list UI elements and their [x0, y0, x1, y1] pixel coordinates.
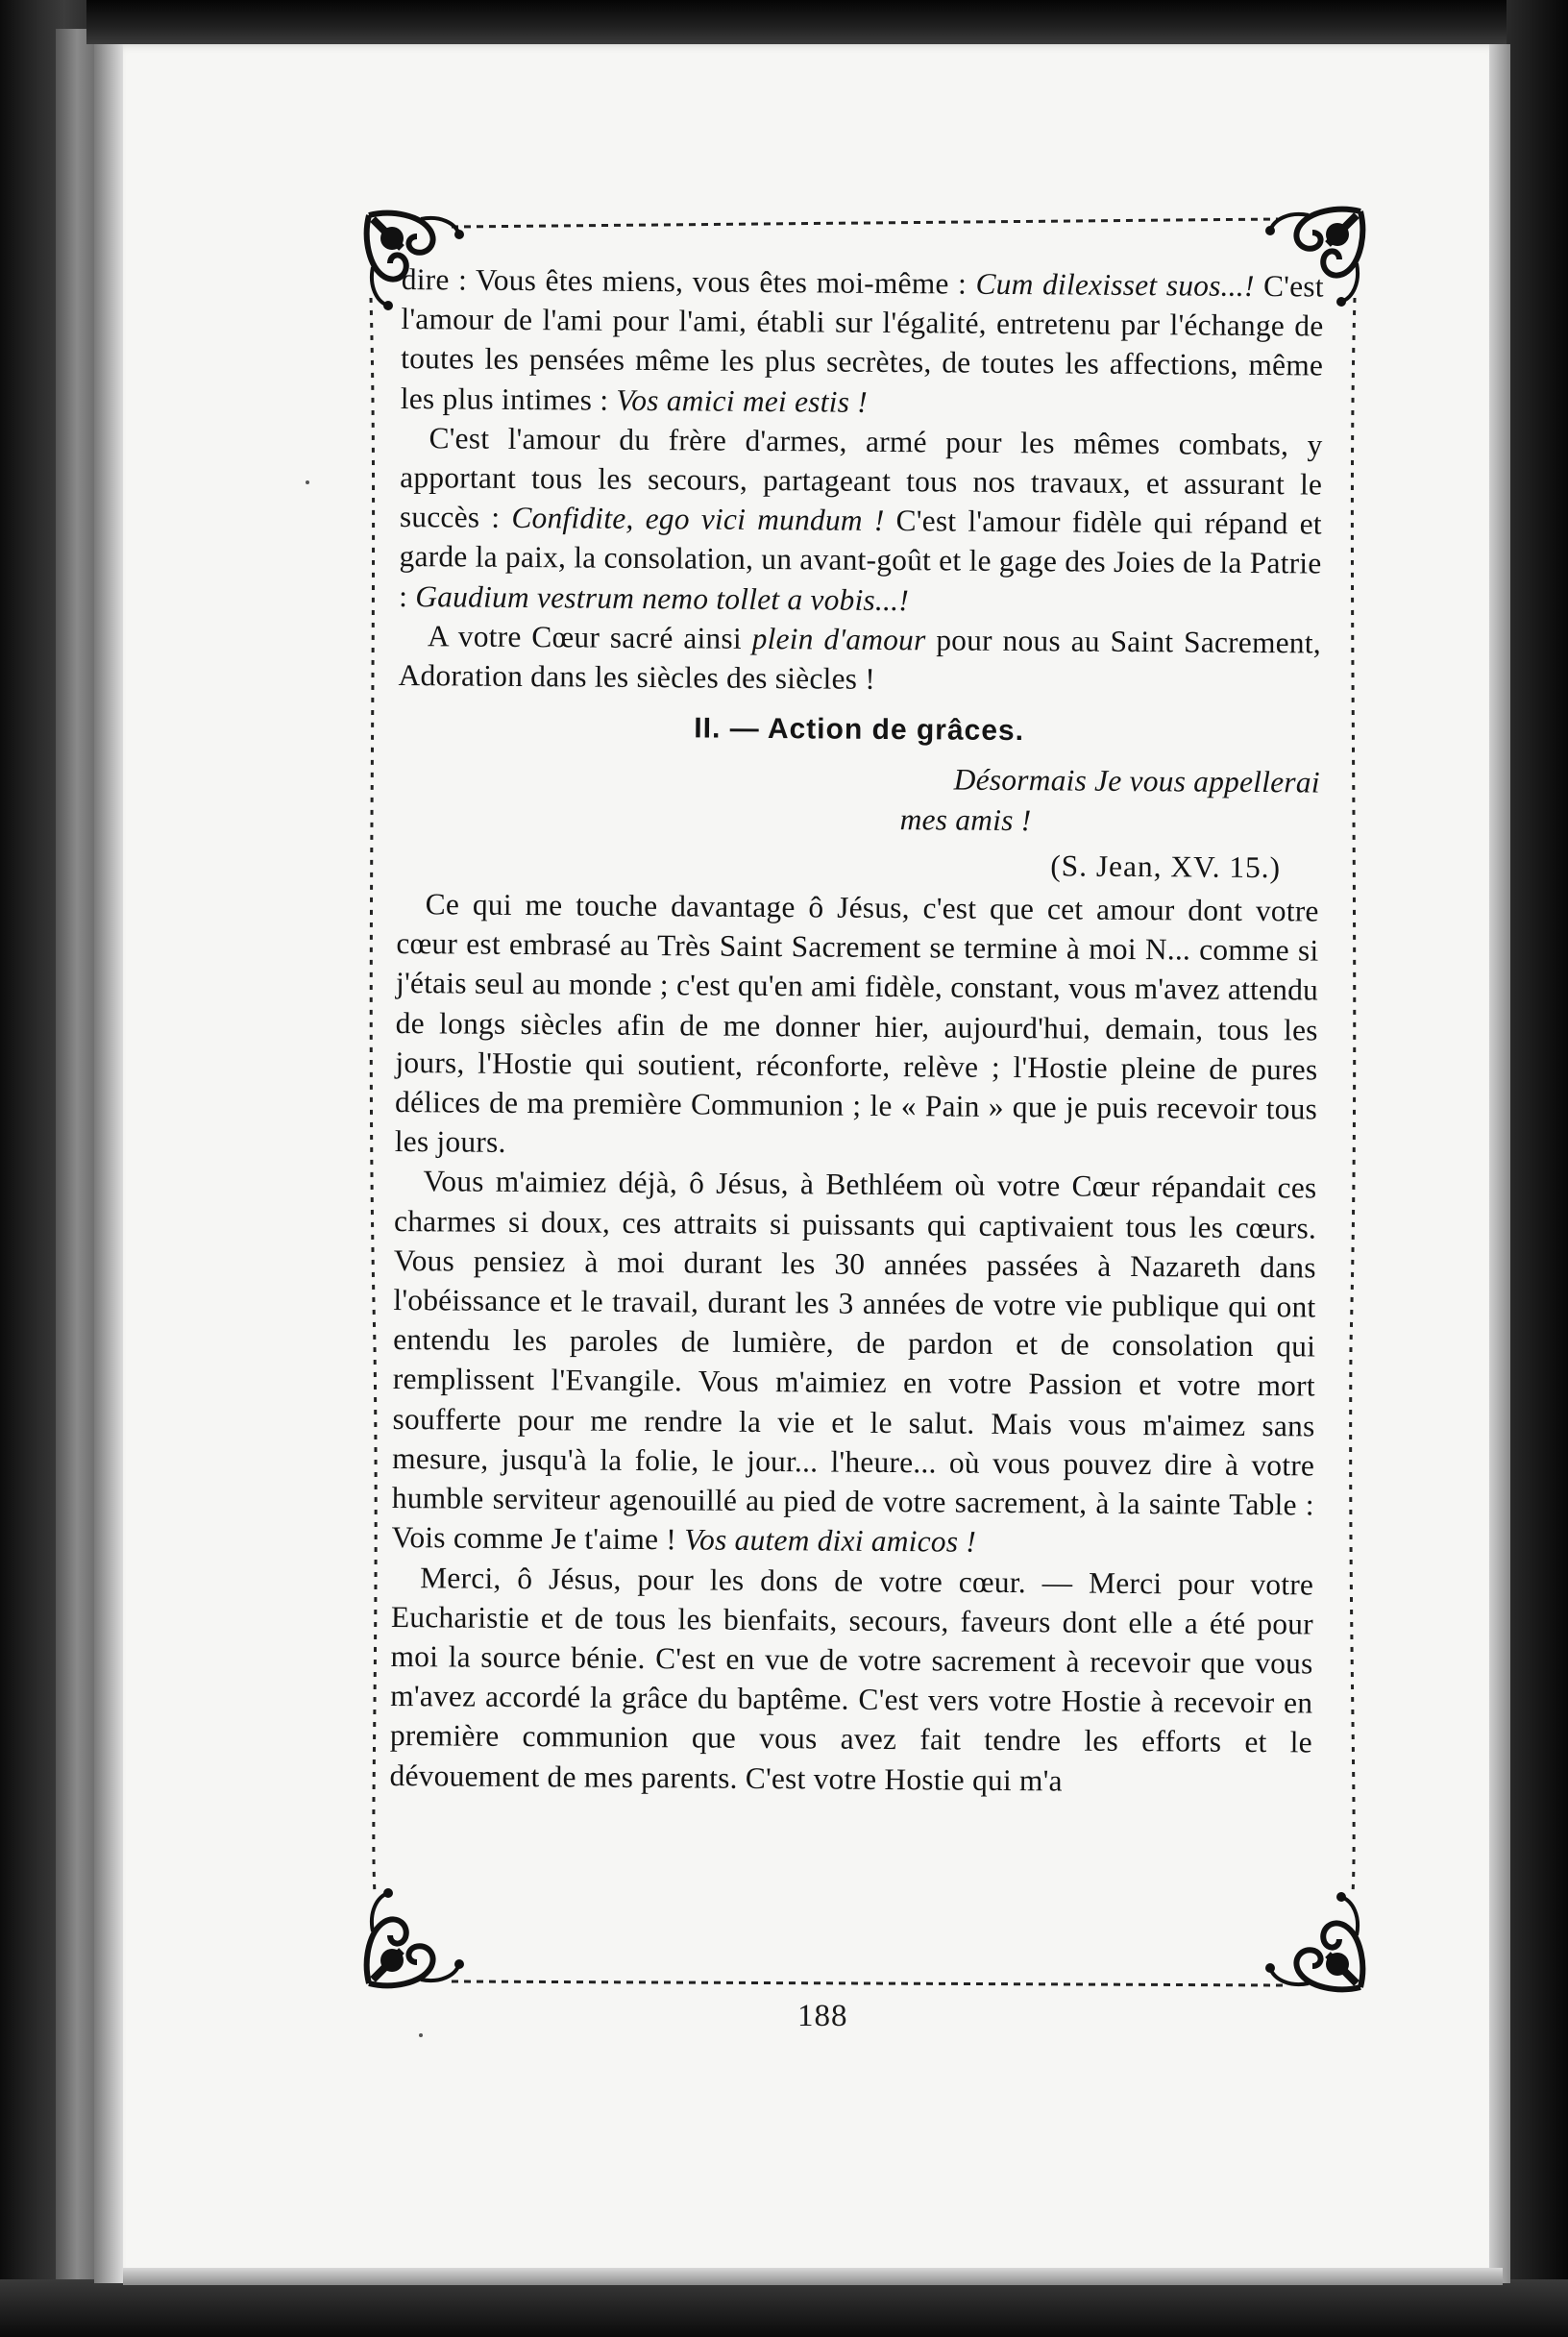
page-gutter-shadow — [94, 44, 127, 2283]
latin-quotation: plein d'amour — [751, 621, 926, 657]
latin-quotation: Cum dilexisset suos...! — [975, 266, 1255, 303]
latin-quotation: Confidite, ego vici mundum ! — [511, 501, 885, 538]
paragraph: Vous m'aimiez déjà, ô Jésus, à Bethléem où votre Cœur répandait ces charmes si doux, ces attraits si puissants qui captivaient tous les cœurs. Vous pensiez à moi durant les 30 années passées à Nazareth dans l'obéissance et le travail, durant les 3 années de votre vie publique qui ont entendu les paroles de lumière, de pardon et de consolation qui remplissent l'Evangile. Vous m'aimiez en votre Passion et votre mort soufferte pour me rendre la vie et le salut. Mais vous m'aimez sans mesure, jusqu'à la folie, le jour... l'heure... où vous pouvez dire à votre humble serviteur agenouillé au pied de votre sacrement, à la sainte Table : Vois comme Je t'aime ! Vos autem dixi amicos ! — [391, 1164, 1317, 1560]
scan-top-shadow — [86, 0, 1568, 44]
paragraph: Merci, ô Jésus, pour les dons de votre cœur. — Merci pour votre Eucharistie et de tous les bienfaits, secours, faveurs dont elle a été pour moi la source bénie. C'est en vue de votre sacrement à recevoir que vous m'avez accordé la grâce du baptême. C'est vers votre Hostie à recevoir en première communion que vous avez fait tendre les efforts et le dévouement de mes parents. C'est votre Hostie qui m'a — [389, 1560, 1314, 1797]
book-cover-edge — [56, 29, 98, 2287]
paragraph: Ce qui me touche davantage ô Jésus, c'est que cet amour dont votre cœur est embrasé au Très Saint Sacrement se termine à moi N... comme si j'étais seul au monde ; c'est qu'en ami fidèle, constant, vous m'avez attendu de longs siècles afin de me donner hier, aujourd'hui, demain, tous les jours, l'Hostie qui soutient, réconforte, relève ; l'Hostie pleine de pures délices de ma première Communion ; le « Pain » que je puis recevoir tous les jours. — [394, 887, 1319, 1160]
page-bottom-edge — [123, 2268, 1503, 2285]
latin-quotation: Vos amici mei estis ! — [616, 382, 869, 419]
section-heading: II. — Action de grâces. — [694, 712, 1025, 748]
page-right-edge — [1489, 44, 1510, 2283]
epigraph-reference: (S. Jean, XV. 15.) — [1050, 849, 1282, 885]
scan-right-shadow — [1507, 0, 1568, 2337]
paragraph: A votre Cœur sacré ainsi plein d'amour pour nous au Saint Sacrement, Adoration dans les siècles des siècles ! — [398, 619, 1322, 696]
epigraph-line: Désormais Je vous appellerai — [953, 762, 1320, 800]
epigraph-line: mes amis ! — [899, 801, 1032, 837]
page-number: 188 — [797, 1999, 848, 2033]
paragraph: dire : Vous êtes miens, vous êtes moi-même : Cum dilexisset suos...! C'est l'amour de l'ami pour l'ami, établi sur l'égalité, entretenu par l'échange de toutes les pensées même les plus secrètes, de toutes les affections, même les plus intimes : Vos amici mei estis ! — [400, 261, 1324, 419]
latin-quotation: Vos autem dixi amicos ! — [684, 1522, 977, 1560]
page-text-block — [389, 259, 1324, 1802]
latin-quotation: Gaudium vestrum nemo tollet a vobis...! — [415, 578, 910, 617]
scan-speck — [306, 480, 309, 484]
paragraph: C'est l'amour du frère d'armes, armé pour les mêmes combats, y apportant tous les secours, partageant tous nos travaux, et assurant le succès : Confidite, ego vici mundum ! C'est l'amour fidèle qui répand et garde la paix, la consolation, un avant-goût et le gage des Joies de la Patrie : Gaudium vestrum nemo tollet a vobis...! — [399, 421, 1323, 617]
scan-bottom-shadow — [0, 2279, 1568, 2337]
scan-speck — [419, 2033, 423, 2037]
epigraph — [397, 755, 1320, 842]
